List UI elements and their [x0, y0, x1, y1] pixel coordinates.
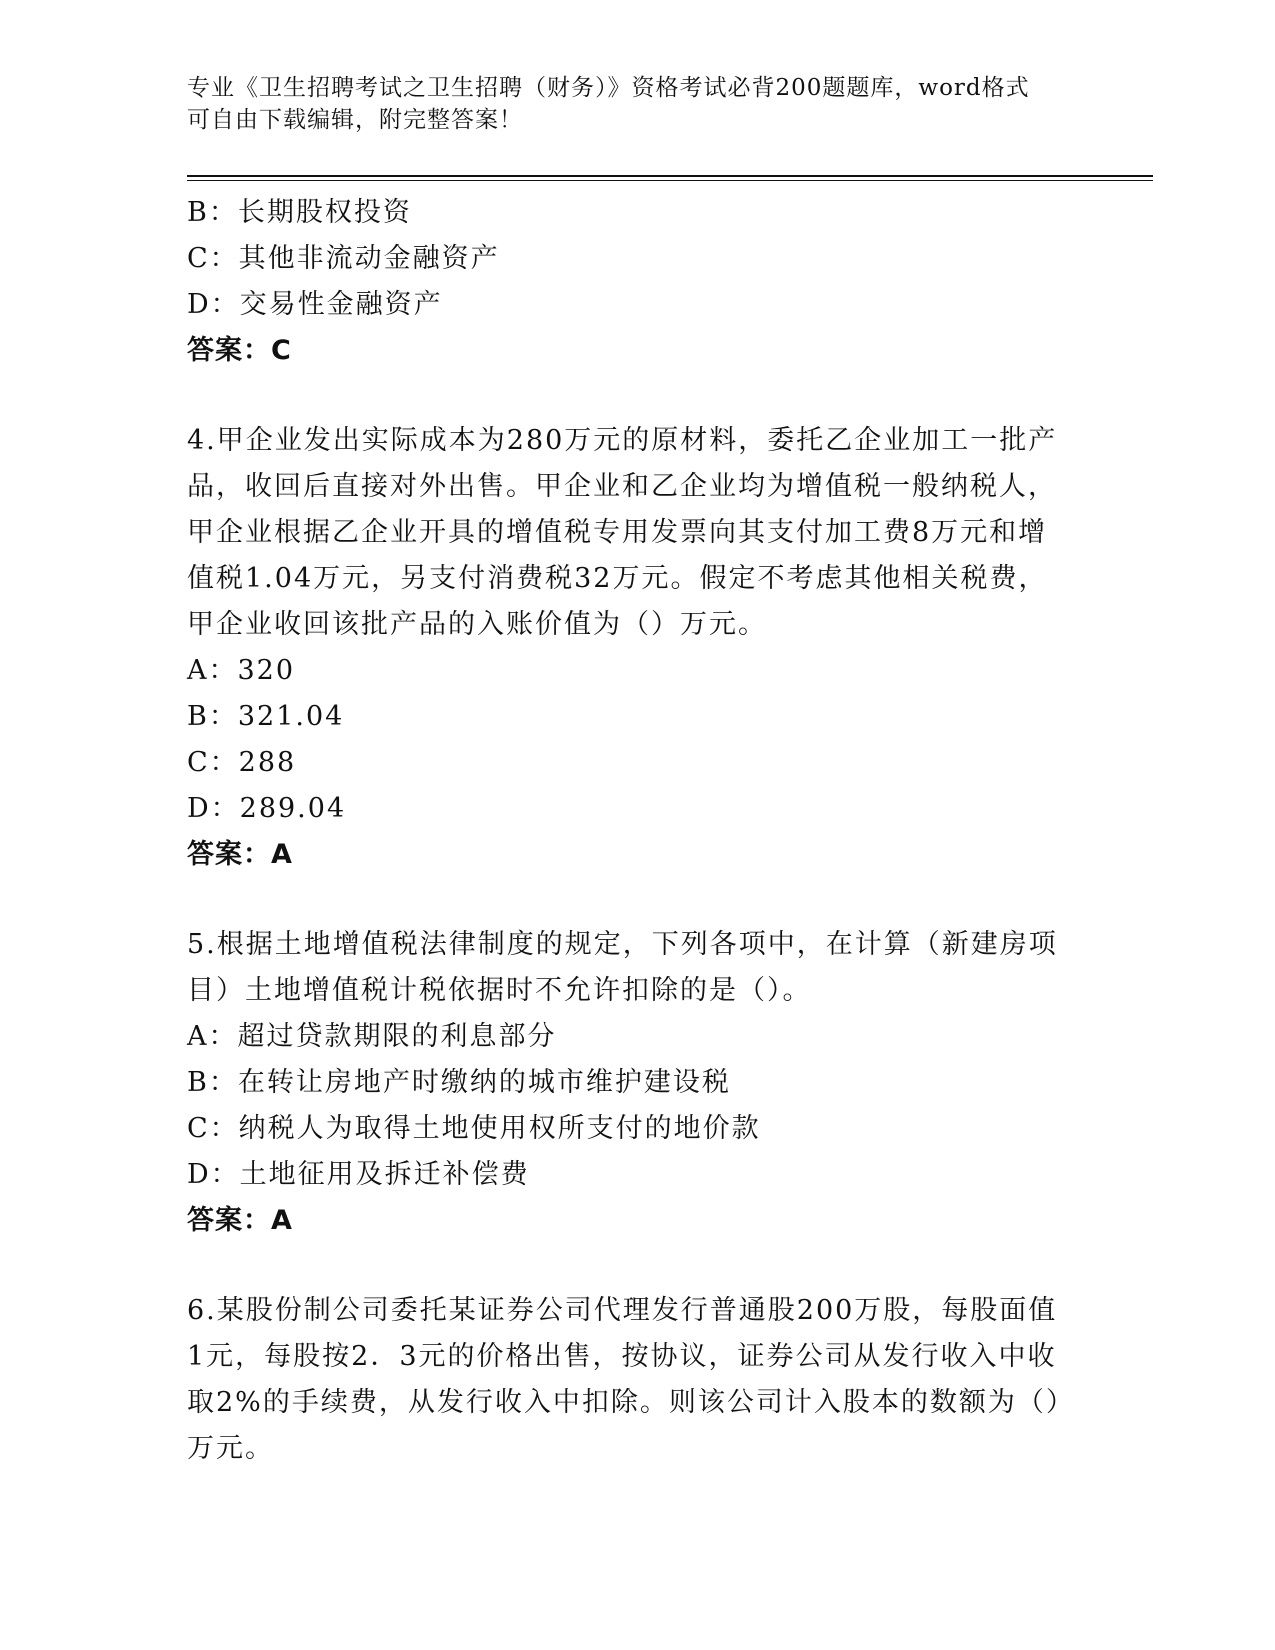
question-3-block [187, 190, 1067, 374]
option-d: D：土地征用及拆迁补偿费 [187, 1159, 530, 1190]
option-d: D：289.04 [187, 793, 347, 824]
header-line-1: 专业《卫生招聘考试之卫生招聘（财务）》资格考试必背200题题库，word格式 [187, 75, 1030, 101]
header-rule-thick [187, 175, 1153, 177]
answer: 答案：A [187, 1205, 293, 1236]
header-line-2: 可自由下载编辑，附完整答案！ [187, 107, 523, 133]
question-text-line: 目）土地增值税计税依据时不允许扣除的是（）。 [187, 975, 812, 1006]
document-header [187, 72, 1067, 136]
option-b: B：在转让房地产时缴纳的城市维护建设税 [187, 1067, 731, 1098]
question-4-block [187, 418, 1067, 878]
option-a: A：320 [187, 655, 296, 686]
question-text-line: 4.甲企业发出实际成本为280万元的原材料，委托乙企业加工一批产 [187, 425, 1058, 456]
question-text-line: 品，收回后直接对外出售。甲企业和乙企业均为增值税一般纳税人， [187, 471, 1057, 502]
answer: 答案：A [187, 839, 293, 870]
question-text-line: 万元。 [187, 1433, 274, 1464]
option-c: C：288 [187, 747, 297, 778]
question-text-line: 甲企业根据乙企业开具的增值税专用发票向其支付加工费8万元和增 [187, 517, 1048, 548]
document-body [187, 190, 1075, 1472]
option-c: C：纳税人为取得土地使用权所支付的地价款 [187, 1113, 761, 1144]
option-c: C：其他非流动金融资产 [187, 243, 500, 274]
question-text-line: 5.根据土地增值税法律制度的规定，下列各项中，在计算（新建房项 [187, 929, 1058, 960]
option-b: B：长期股权投资 [187, 197, 412, 228]
question-6-block [187, 1288, 1075, 1472]
question-text-line: 甲企业收回该批产品的入账价值为（）万元。 [187, 609, 767, 640]
header-rule-thin [187, 180, 1153, 181]
question-text-line: 6.某股份制公司委托某证券公司代理发行普通股200万股，每股面值 [187, 1295, 1058, 1326]
option-d: D：交易性金融资产 [187, 289, 443, 320]
question-5-block [187, 922, 1067, 1244]
question-text-line: 值税1.04万元，另支付消费税32万元。假定不考虑其他相关税费， [187, 563, 1048, 594]
question-text-line: 1元，每股按2．3元的价格出售，按协议，证券公司从发行收入中收 [187, 1341, 1057, 1372]
answer: 答案：C [187, 335, 292, 366]
question-text-line: 取2%的手续费，从发行收入中扣除。则该公司计入股本的数额为（） [187, 1387, 1075, 1418]
option-b: B：321.04 [187, 701, 345, 732]
option-a: A：超过贷款期限的利息部分 [187, 1021, 557, 1052]
